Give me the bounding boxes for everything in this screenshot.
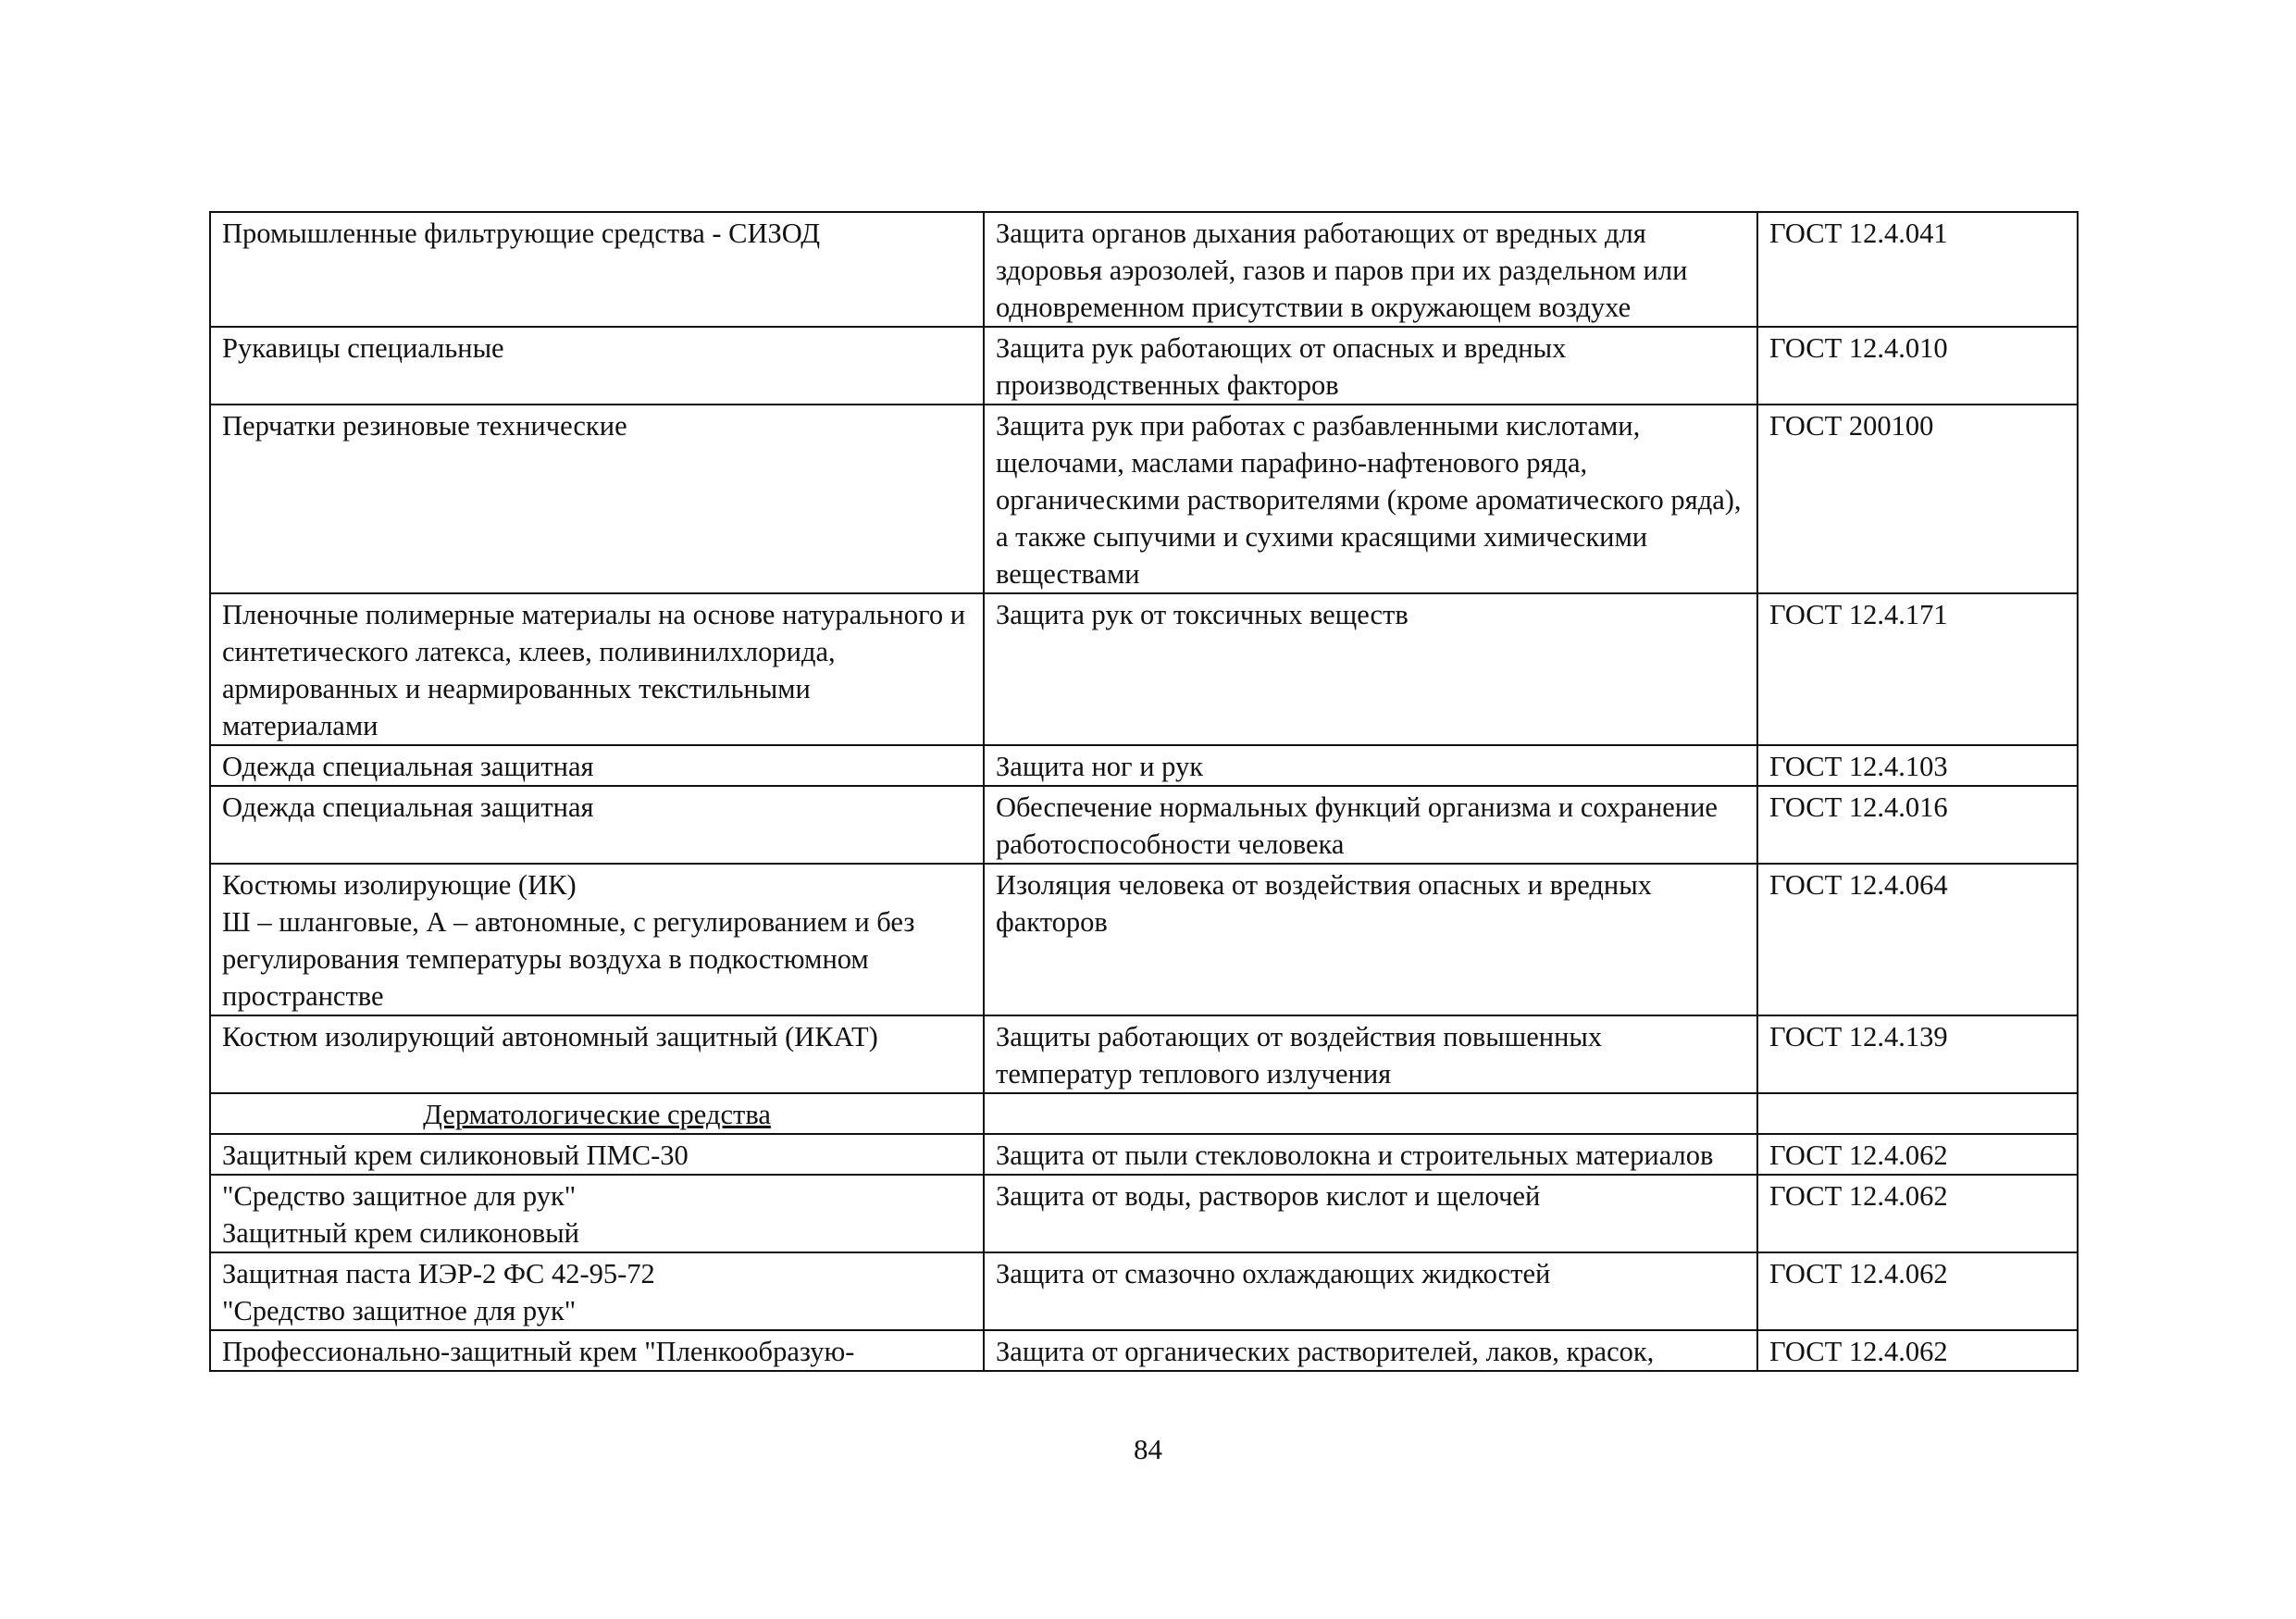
section-header-cell	[210, 1093, 984, 1134]
item-standard-cell: ГОСТ 12.4.171	[1757, 593, 2078, 745]
item-purpose-cell: Защита от органических растворителей, лаков, красок,	[984, 1330, 1757, 1371]
item-name-cell: Рукавицы специальные	[210, 327, 984, 405]
item-name-cell: Профессионально-защитный крем "Пленкообразую-	[210, 1330, 984, 1371]
item-standard-cell: ГОСТ 12.4.041	[1757, 212, 2078, 327]
item-purpose-cell: Изоляция человека от воздействия опасных и вредных факторов	[984, 864, 1757, 1015]
table-row	[210, 593, 2078, 745]
item-standard-cell: ГОСТ 12.4.103	[1757, 745, 2078, 786]
item-purpose-cell: Защита органов дыхания работающих от вредных для здоровья аэрозолей, газов и паров при их раздельном или одновременном присутствии в окружающем воздухе	[984, 212, 1757, 327]
item-purpose-cell: Защита рук работающих от опасных и вредных производственных факторов	[984, 327, 1757, 405]
table-row	[210, 1134, 2078, 1175]
table-row	[210, 1175, 2078, 1252]
empty-cell	[984, 1093, 1757, 1134]
item-name-cell: Одежда специальная защитная	[210, 745, 984, 786]
table-row	[210, 212, 2078, 327]
item-standard-cell: ГОСТ 200100	[1757, 405, 2078, 593]
section-title: Дерматологические средства	[423, 1099, 771, 1130]
item-purpose-cell: Защита рук при работах с разбавленными кислотами, щелочами, маслами парафино-нафтенового ряда, органическими растворителями (кроме ароматического ряда), а также сыпучими и сухими красящими химическими веществами	[984, 405, 1757, 593]
table-row	[210, 327, 2078, 405]
empty-cell	[1757, 1093, 2078, 1134]
item-purpose-cell: Обеспечение нормальных функций организма и сохранение работоспособности человека	[984, 786, 1757, 864]
section-header-row	[210, 1093, 2078, 1134]
item-standard-cell: ГОСТ 12.4.062	[1757, 1330, 2078, 1371]
item-standard-cell: ГОСТ 12.4.010	[1757, 327, 2078, 405]
item-purpose-cell: Защита ног и рук	[984, 745, 1757, 786]
item-purpose-cell: Защита от пыли стекловолокна и строительных материалов	[984, 1134, 1757, 1175]
item-standard-cell: ГОСТ 12.4.062	[1757, 1175, 2078, 1252]
table-row	[210, 1330, 2078, 1371]
item-name-cell: Костюмы изолирующие (ИК) Ш – шланговые, А – автономные, с регулированием и без регулирования температуры воздуха в подкостюмном пространстве	[210, 864, 984, 1015]
item-name-cell: Защитный крем силиконовый ПМС-30	[210, 1134, 984, 1175]
table-row	[210, 1015, 2078, 1093]
item-name-cell: Пленочные полимерные материалы на основе натурального и синтетического латекса, клеев, поливинилхлорида, армированных и неармированных текстильными материалами	[210, 593, 984, 745]
table-row	[210, 786, 2078, 864]
item-standard-cell: ГОСТ 12.4.139	[1757, 1015, 2078, 1093]
item-standard-cell: ГОСТ 12.4.062	[1757, 1252, 2078, 1330]
item-name-cell: Перчатки резиновые технические	[210, 405, 984, 593]
ppe-standards-table	[209, 211, 2079, 1372]
item-name-cell: Промышленные фильтрующие средства - СИЗОД	[210, 212, 984, 327]
item-standard-cell: ГОСТ 12.4.016	[1757, 786, 2078, 864]
item-standard-cell: ГОСТ 12.4.064	[1757, 864, 2078, 1015]
item-purpose-cell: Защита от воды, растворов кислот и щелочей	[984, 1175, 1757, 1252]
item-name-cell: "Средство защитное для рук" Защитный крем силиконовый	[210, 1175, 984, 1252]
table-row	[210, 745, 2078, 786]
item-purpose-cell: Защита рук от токсичных веществ	[984, 593, 1757, 745]
page-number: 84	[1134, 1433, 1162, 1465]
table-row	[210, 864, 2078, 1015]
item-name-cell: Костюм изолирующий автономный защитный (ИКАТ)	[210, 1015, 984, 1093]
item-standard-cell: ГОСТ 12.4.062	[1757, 1134, 2078, 1175]
item-name-cell: Одежда специальная защитная	[210, 786, 984, 864]
table-row	[210, 1252, 2078, 1330]
item-purpose-cell: Защиты работающих от воздействия повышенных температур теплового излучения	[984, 1015, 1757, 1093]
item-purpose-cell: Защита от смазочно охлаждающих жидкостей	[984, 1252, 1757, 1330]
item-name-cell: Защитная паста ИЭР-2 ФС 42-95-72 "Средство защитное для рук"	[210, 1252, 984, 1330]
table-row	[210, 405, 2078, 593]
